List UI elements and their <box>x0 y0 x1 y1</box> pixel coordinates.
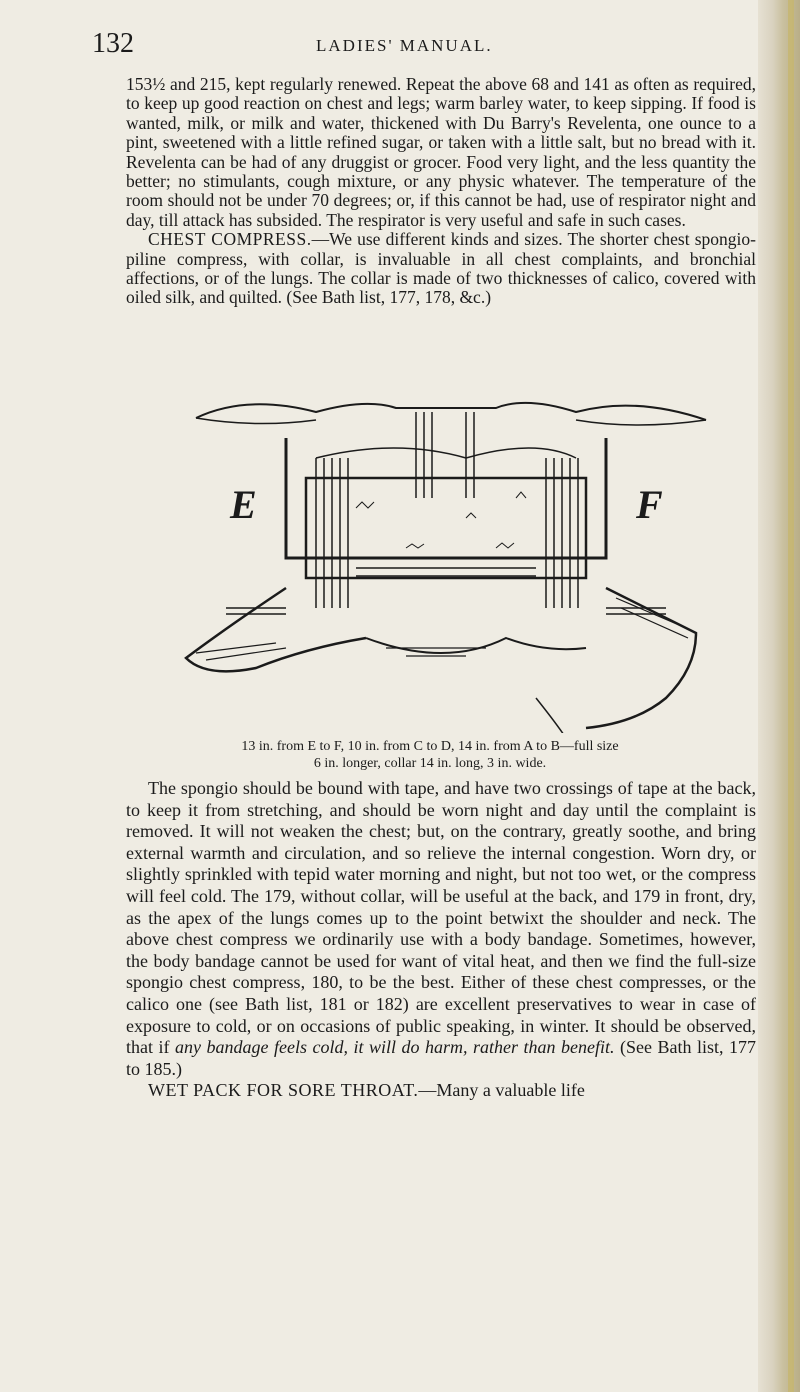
chest-compress-illustration <box>166 398 728 733</box>
caption-line-2: 6 in. longer, collar 14 in. long, 3 in. wide. <box>313 756 547 771</box>
spine-stripe <box>788 0 794 1392</box>
paragraph-wet-pack <box>126 1080 756 1102</box>
chest-compress-body: —We use different kinds and sizes. The shorter chest spongio-piline compress, with collar, is invaluable in all chest complaints, and bronchial affections, or of the lungs. The collar is made of two thicknesses of calico, covered with oiled silk, and quilted. (See Bath list, 177, 178, &c.) <box>126 229 756 308</box>
label-e: E <box>230 482 257 527</box>
page-header <box>92 24 752 64</box>
top-text-block <box>126 75 756 308</box>
quilting-stripes <box>226 412 666 614</box>
label-f: F <box>636 482 663 527</box>
paragraph-spongio: The spongio should be bound with tape, and have two crossings of tape at the back, to keep it from stretching, and should be worn night and day until the complaint is removed. It will not weaken the chest; but, on the contrary, greatly soothe, and bring external warmth and circulation, and so relieve the internal congestion. Worn dry, or slightly sprinkled with tepid water morning and night, but not too wet, or the compress will feel cold. The 179, without collar, will be useful at the back, and 179 in front, dry, as the apex of the lungs comes up to the point betwixt the shoulder and neck. The above chest compress we ordinarily use with a body bandage. Sometimes, however, the body bandage cannot be used for want of vital heat, and then we find the full-size spongio chest compress, 180, to be the best. Either of these chest compresses, or the calico one (see Bath list, 181 or 182) are excellent preservatives to wear in case of exposure to cold, or on occasions of public speaking, in winter. It should be observed, that if any bandage feels cold, it will do harm, rather than benefit. (See Bath list, 177 to 185.) <box>126 778 756 1079</box>
bottom-tape <box>366 638 586 653</box>
section-heading-chest-compress: CHEST COMPRESS. <box>148 229 312 250</box>
bottom-text-block <box>126 778 756 1102</box>
section-heading-wet-pack: WET PACK FOR SORE THROAT. <box>148 1080 419 1101</box>
running-head: LADIES' MANUAL. <box>316 36 493 55</box>
compress-body-outline <box>286 438 606 558</box>
italic-warning: any bandage feels cold, it will do harm, rather than benefit. <box>175 1037 615 1058</box>
page-number: 132 <box>92 28 134 59</box>
hatching-marks <box>356 492 526 548</box>
paragraph-chest-compress <box>126 230 756 308</box>
collar-outline <box>196 403 706 420</box>
figure-caption <box>100 738 760 772</box>
caption-line-1: 13 in. from E to F, 10 in. from C to D, 14 in. from A to B—full size <box>241 739 619 754</box>
book-spine-edge <box>758 0 800 1392</box>
paragraph-treatment: 153½ and 215, kept regularly renewed. Repeat the above 68 and 141 as often as required, to keep up good reaction on chest and legs; warm barley water, to keep sipping. If food is wanted, milk, or milk and water, thickened with Du Barry's Revelenta, one ounce to a pint, sweetened with a little refined sugar, or taken with a little salt, but no bread with it. Revelenta can be had of any druggist or grocer. Food very light, and the less quantity the better; no stimulants, cough mixture, or any physic whatever. The temperature of the room should not be under 70 degrees; or, if this cannot be had, use of respirator night and day, till attack has subsided. The respirator is very useful and safe in such cases. <box>126 74 756 230</box>
wet-pack-body: —Many a valuable life <box>418 1080 585 1101</box>
